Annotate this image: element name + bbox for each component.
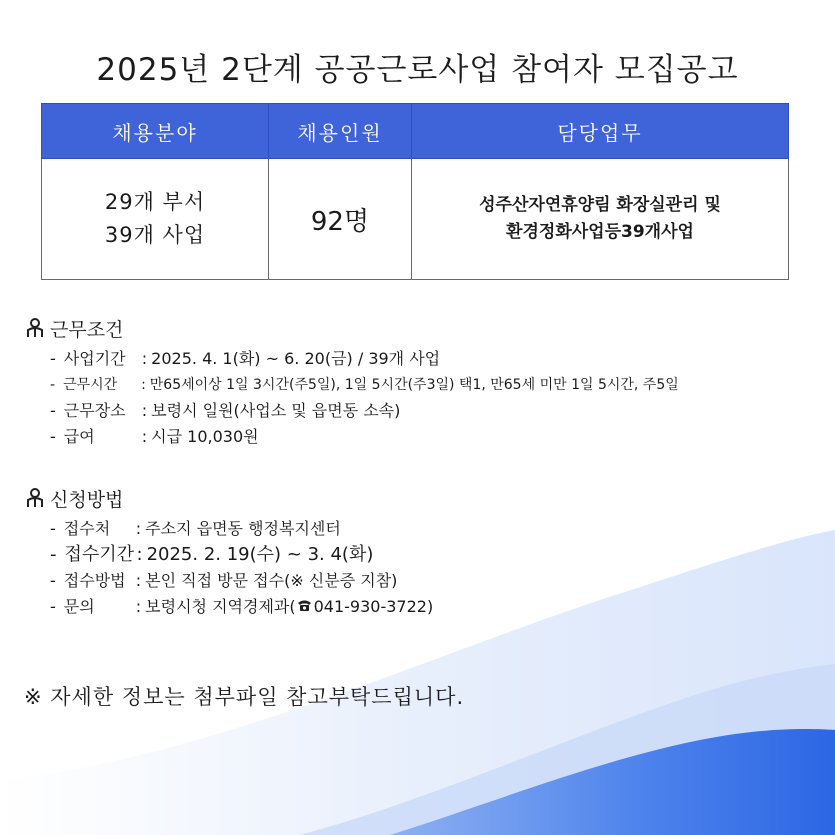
item-value: 2025. 4. 1(화) ~ 6. 20(금) / 39개 사업	[151, 349, 441, 368]
duty-line-1: 성주산자연휴양림 화장실관리 및	[479, 195, 721, 215]
recruitment-table	[41, 103, 789, 280]
item-label: 접수기간	[64, 544, 135, 565]
item-label: 급여	[63, 427, 95, 446]
work-conditions-heading: 근무조건	[50, 318, 124, 341]
item-value: 본인 직접 방문 접수(※ 신분증 지참)	[145, 571, 398, 590]
list-item: - 접수처 : 주소지 읍면동 행정복지센터	[50, 516, 433, 542]
page-title: 2025년 2단계 공공근로사업 참여자 모집공고	[96, 52, 739, 88]
item-label: 근무장소	[63, 401, 126, 420]
header-count: 채용인원	[269, 104, 412, 159]
list-item: - 사업기간 : 2025. 4. 1(화) ~ 6. 20(금) / 39개 사업	[50, 346, 679, 372]
item-value: 만65세이상 1일 3시간(주5일), 1일 5시간(주3일) 택1, 만65세 미만 1일 5시간, 주5일	[149, 377, 679, 393]
list-item: - 문의 : 보령시청 지역경제과( 041-930-3722)	[50, 594, 433, 620]
work-conditions-section	[26, 314, 679, 450]
cell-duty	[412, 159, 789, 280]
application-section	[26, 484, 433, 620]
list-item: - 근무시간 : 만65세이상 1일 3시간(주5일), 1일 5시간(주3일) 택1, 만65세 미만 1일 5시간, 주5일	[50, 372, 679, 398]
field-line-2: 39개 사업	[104, 223, 206, 247]
item-label: 사업기간	[63, 349, 126, 368]
duty-line-2: 환경정화사업등39개사업	[506, 222, 694, 242]
recruit-count: 92명	[310, 206, 370, 237]
table-row	[42, 159, 789, 280]
header-field: 채용분야	[42, 104, 269, 159]
phone-icon	[297, 599, 312, 612]
header-duty: 담당업무	[412, 104, 789, 159]
list-item: - 근무장소 : 보령시 일원(사업소 및 읍면동 소속)	[50, 398, 679, 424]
cell-field	[42, 159, 269, 280]
list-item: - 접수기간 : 2025. 2. 19(수) ~ 3. 4(화)	[50, 542, 433, 568]
list-item: - 급여 : 시급 10,030원	[50, 424, 679, 450]
table-header-row	[42, 104, 789, 159]
list-item: - 접수방법 : 본인 직접 방문 접수(※ 신분증 지참)	[50, 568, 433, 594]
item-label: 근무시간	[63, 377, 118, 393]
item-value: 시급 10,030원	[151, 427, 259, 446]
item-value: 보령시 일원(사업소 및 읍면동 소속)	[151, 401, 401, 420]
reference-note: ※ 자세한 정보는 첨부파일 참고부탁드립니다.	[24, 685, 465, 709]
item-value-prefix: 보령시청 지역경제과(	[145, 597, 296, 616]
person-icon	[26, 488, 44, 508]
person-icon	[26, 318, 44, 338]
item-label: 문의	[63, 597, 95, 616]
item-label: 접수방법	[63, 571, 126, 590]
item-label: 접수처	[63, 519, 111, 538]
item-value: 2025. 2. 19(수) ~ 3. 4(화)	[146, 544, 374, 565]
item-value: 041-930-3722)	[313, 597, 434, 616]
item-value: 주소지 읍면동 행정복지센터	[145, 519, 341, 538]
field-line-1: 29개 부서	[104, 190, 206, 214]
cell-count	[269, 159, 412, 280]
application-heading: 신청방법	[50, 488, 124, 511]
